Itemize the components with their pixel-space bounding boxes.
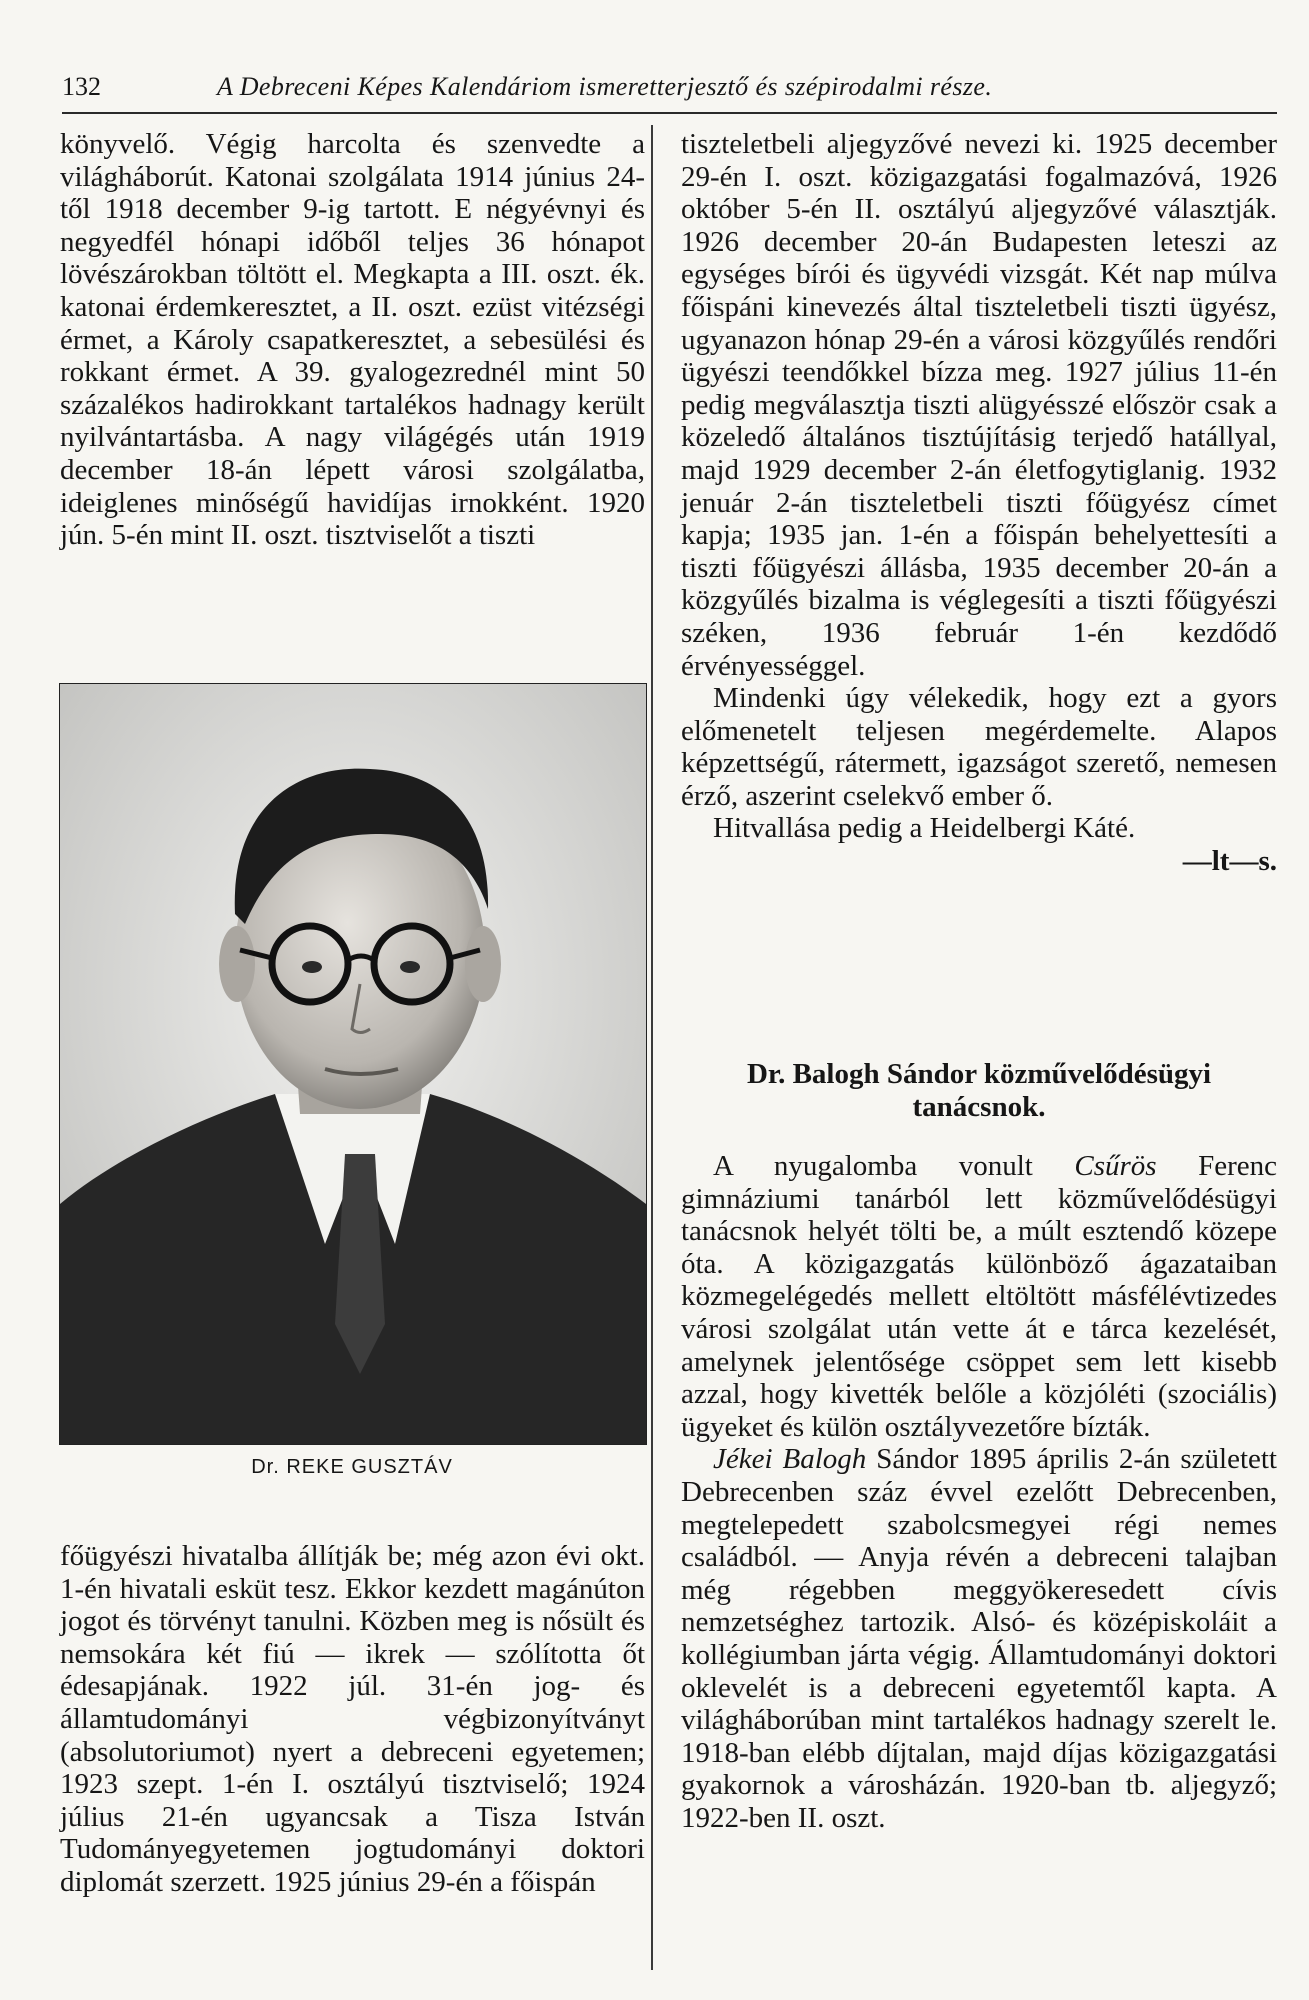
running-title: A Debreceni Képes Kalendáriom ismeretterjesztő és szépirodalmi része. — [217, 72, 993, 101]
left-paragraph-top: könyvelő. Végig harcolta és szenvedte a világháborút. Katonai szolgálata 1914 június 24-től 1918 december 9-ig tartott. E négyévnyi és negyedfél hónapi időből teljes 36 hónapot lövészárokban töltött el. Megkapta a III. oszt. ék. katonai érdemkeresztet, a II. oszt. ezüst vitézségi érmet, a Károly csapatkeresztet, a sebesülési és rokkant érmet. A 39. gyalogezrednél mint 50 százalékos hadirokkant tartalékos hadnagy került nyilvántartásba. A nagy világégés után 1919 december 18-án lépett városi szolgálatba, ideiglenes minőségű havidíjas irnokként. 1920 jún. 5-én mint II. oszt. tisztviselőt a tiszti — [60, 128, 645, 552]
running-header — [62, 72, 1277, 112]
photo-caption: Dr. REKE GUSZTÁV — [251, 1456, 453, 1478]
para4-name: Csűrös — [1074, 1150, 1157, 1182]
left-paragraph-bottom: főügyészi hivatalba állítják be; még azon évi okt. 1-én hivatali esküt tesz. Ekkor kezdett magánúton jogot és törvényt tanulni. Közben meg is nősült és nemsokára két fiú — ikrek — szólította őt édesapjának. 1922 júl. 31-én jog- és államtudományi végbizonyítványt (absolutoriumot) nyert a debreceni egyetemen; 1923 szept. 1-én I. osztályú tisztviselő; 1924 július 21-én ugyancsak a Tisza István Tudományegyetemen jogtudományi doktori diplomát szerzett. 1925 június 29-én a főispán — [60, 1540, 645, 1898]
right-paragraph-5 — [681, 1443, 1277, 1834]
para4-lead: A nyugalomba vonult — [713, 1150, 1075, 1182]
section-heading — [681, 1058, 1277, 1124]
author-signature: —lt—s. — [1182, 845, 1277, 878]
header-rule — [62, 112, 1277, 114]
right-paragraph-4 — [681, 1150, 1277, 1443]
column-divider — [651, 125, 653, 1970]
right-column-bottom — [681, 1150, 1277, 1834]
heading-line-1: Dr. Balogh Sándor közművelődésügyi — [746, 1058, 1212, 1090]
right-paragraph-3: Hitvallása pedig a Heidelbergi Káté. — [713, 812, 1136, 845]
portrait-photo — [59, 683, 647, 1445]
left-column-top — [60, 128, 645, 552]
left-column-bottom — [60, 1540, 645, 1899]
right-paragraph-2: Mindenki úgy vélekedik, hogy ezt a gyors előmenetelt teljesen megérdemelte. Alapos képzettségű, rátermett, igazságot szerető, nemesen érző, aszerint cselekvő ember ő. — [681, 682, 1277, 812]
right-column-top — [681, 128, 1277, 878]
para4-body: Ferenc gimnáziumi tanárból lett közművelődésügyi tanácsnok helyét tölti be, a múlt esztendő közepe óta. A közigazgatás különböző ágazataiban közmegelégedés mellett eltöltött másfélévtizedes városi szolgálat után vette át e tárca kezelését, amelynek jelentősége csöppet sem lett kisebb azzal, hogy kivették belőle a közjóléti (szociális) ügyeket és külön osztályvezetőre bízták. — [681, 1150, 1277, 1443]
para5-body: Sándor 1895 április 2-án született Debrecenben száz évvel ezelőtt Debrecenben, megtelepedett szabolcsmegyei régi nemes családból. — Anyja révén a debreceni talajban még régebben meggyökeresedett cívis nemzetséghez tartozik. Alsó- és középiskoláit a kollégiumban járta végig. Államtudományi doktori oklevelét is a debreceni egyetemtől kapta. A világháborúban mint tartalékos hadnagy szerelt le. 1918-ban elébb díjtalan, majd díjas közigazgatási gyakornok a városházán. 1920-ban tb. aljegyző; 1922-ben II. oszt. — [681, 1443, 1277, 1834]
right-paragraph-1: tiszteletbeli aljegyzővé nevezi ki. 1925 december 29-én I. oszt. közigazgatási fogalmazóvá, 1926 október 5-én II. osztályú aljegyzővé választják. 1926 december 20-án Budapesten leteszi az egységes bírói és ügyvédi vizsgát. Két nap múlva főispáni kinevezés által tiszteletbeli tiszti ügyész, ugyanazon hónap 29-én a városi közgyűlés rendőri ügyészi teendőkkel bízza meg. 1927 július 11-én pedig megválasztja tiszti alügyésszé először csak a közeledő általános tisztújításig terjedő hatállyal, majd 1929 december 2-án életfogytiglanig. 1932 jenuár 2-án tiszteletbeli tiszti főügyész címet kapja; 1935 jan. 1-én a főispán behelyettesíti a tiszti főügyészi állásba, 1935 december 20-án a közgyűlés bizalma is véglegesíti a tiszti főügyészi széken, 1936 február 1-én kezdődő érvényességgel. — [681, 128, 1277, 682]
para5-name: Jékei Balogh — [713, 1443, 867, 1476]
page-number: 132 — [62, 72, 101, 101]
heading-line-2: tanácsnok. — [912, 1091, 1046, 1123]
